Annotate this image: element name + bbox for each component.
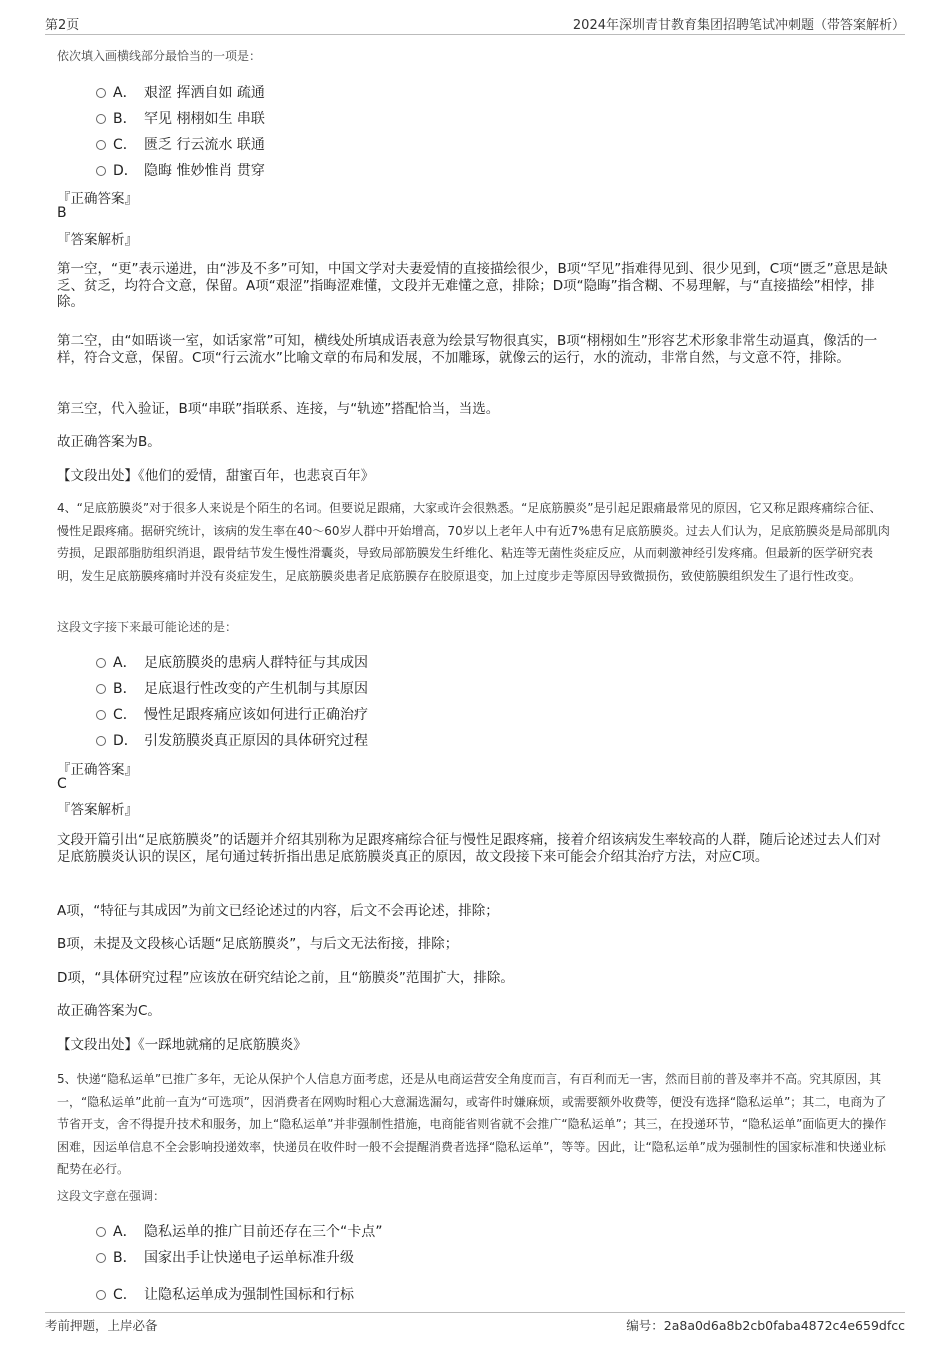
page-footer xyxy=(45,1312,905,1334)
q5-option-c[interactable]: C． 让隐私运单成为强制性国标和行标 xyxy=(96,1284,354,1302)
footer-slogan: 考前押题，上岸必备 xyxy=(45,1318,158,1333)
q3-answer-label: 『正确答案』 xyxy=(57,191,138,207)
radio-icon[interactable] xyxy=(96,1227,106,1237)
q5-stem: 5、快递“隐私运单”已推广多年，无论从保护个人信息方面考虑，还是从电商运营安全角度而言，有百利而无一害，然而目前的普及率并不高。究其原因，其一，“隐私运单”此前一直为“可选项”，因消费者在网购时粗心大意漏选漏勾，或寄件时嫌麻烦，或需要额外收费等，便没有选择“隐私运单”；其二，电商为了节省开支，舍不得提升技术和服务，加上“隐私运单”并非强制性措施，电商能省则省就不会推广“隐私运单”；其三，在投递环节，“隐私运单”面临更大的操作困难，因运单信息不全会影响投递效率，快递员在收件时一般不会提醒消费者选择“隐私运单”，等等。因此，让“隐私运单”成为强制性的国家标准和快递业标配势在必行。 xyxy=(57,1072,887,1176)
q4-answer-label: 『正确答案』 xyxy=(57,762,138,778)
q4-analysis-label: 『答案解析』 xyxy=(57,802,138,818)
q4-option-a[interactable]: A． 足底筋膜炎的患病人群特征与其成因 xyxy=(96,652,368,670)
q4-option-b[interactable]: B． 足底退行性改变的产生机制与其原因 xyxy=(96,678,368,696)
radio-icon[interactable] xyxy=(96,710,106,720)
radio-icon[interactable] xyxy=(96,1290,106,1300)
radio-icon[interactable] xyxy=(96,658,106,668)
q3-analysis-paragraph-1: 第一空，“更”表示递进，由“涉及不多”可知，中国文学对夫妻爱情的直接描绘很少，B项“罕见”指难得见到、很少见到，C项“匮乏”意思是缺乏、贫乏，均符合文意，保留。A项“艰涩”指晦涩难懂，文段并无难懂之意，排除；D项“隐晦”指含糊、不易理解，与“直接描绘”相悖，排除。 xyxy=(57,261,888,310)
document-id: 编号：2a8a0d6a8b2cb0faba4872c4e659dfcc xyxy=(626,1318,905,1333)
radio-icon[interactable] xyxy=(96,88,106,98)
q3-prompt: 依次填入画横线部分最恰当的一项是： xyxy=(57,49,262,63)
q5-option-b[interactable]: B． 国家出手让快递电子运单标准升级 xyxy=(96,1247,354,1265)
document-title: 2024年深圳青甘教育集团招聘笔试冲刺题（带答案解析） xyxy=(572,18,905,33)
q3-option-a[interactable]: A． 艰涩 挥洒自如 疏通 xyxy=(96,82,265,100)
q3-option-c[interactable]: C． 匮乏 行云流水 联通 xyxy=(96,134,265,152)
q3-option-d[interactable]: D． 隐晦 惟妙惟肖 贯穿 xyxy=(96,160,265,178)
q3-option-b[interactable]: B． 罕见 栩栩如生 串联 xyxy=(96,108,265,126)
q4-stem: 4、“足底筋膜炎”对于很多人来说是个陌生的名词。但要说足跟痛，大家或许会很熟悉。“足底筋膜炎”是引起足跟痛最常见的原因，它又称足跟疼痛综合征、慢性足跟疼痛。据研究统计，该病的发生率在40～60岁人群中开始增高，70岁以上老年人中有近7%患有足底筋膜炎。过去人们认为，足底筋膜炎是局部肌肉劳损，足跟部脂肪组织消退，跟骨结节发生慢性滑囊炎，导致局部筋膜发生纤维化、粘连等无菌性炎症反应，从而刺激神经引发疼痛。但最新的医学研究表明，发生足底筋膜疼痛时并没有炎症发生，足底筋膜炎患者足底筋膜存在胶原退变，加上过度步走等原因导致微损伤，致使筋膜组织发生了退行性改变。 xyxy=(57,501,890,583)
radio-icon[interactable] xyxy=(96,114,106,124)
q4-analysis-paragraph-3: B项，未提及文段核心话题“足底筋膜炎”，与后文无法衔接，排除； xyxy=(57,936,459,952)
radio-icon[interactable] xyxy=(96,684,106,694)
q3-answer: B xyxy=(57,205,67,221)
radio-icon[interactable] xyxy=(96,736,106,746)
q3-analysis-conclusion: 故正确答案为B。 xyxy=(57,434,161,450)
page-number: 第2页 xyxy=(45,18,80,33)
q4-option-d[interactable]: D． 引发筋膜炎真正原因的具体研究过程 xyxy=(96,730,368,748)
q3-analysis-paragraph-3: 第三空，代入验证，B项“串联”指联系、连接，与“轨迹”搭配恰当，当选。 xyxy=(57,401,500,417)
radio-icon[interactable] xyxy=(96,166,106,176)
q4-analysis-paragraph-4: D项，“具体研究过程”应该放在研究结论之前，且“筋膜炎”范围扩大，排除。 xyxy=(57,970,514,986)
q4-analysis-paragraph-1: 文段开篇引出“足底筋膜炎”的话题并介绍其别称为足跟疼痛综合征与慢性足跟疼痛，接着介绍该病发生率较高的人群，随后论述过去人们对足底筋膜炎认识的误区，尾句通过转折指出患足底筋膜炎真正的原因，故文段接下来可能会介绍其治疗方法，对应C项。 xyxy=(57,832,881,865)
page-header xyxy=(45,14,905,35)
q4-prompt: 这段文字接下来最可能论述的是： xyxy=(57,620,238,634)
q4-analysis-conclusion: 故正确答案为C。 xyxy=(57,1003,161,1019)
q4-source: 【文段出处】《一踩地就痛的足底筋膜炎》 xyxy=(57,1037,307,1053)
radio-icon[interactable] xyxy=(96,1253,106,1263)
q4-answer: C xyxy=(57,776,67,792)
q4-option-c[interactable]: C． 慢性足跟疼痛应该如何进行正确治疗 xyxy=(96,704,368,722)
q5-option-a[interactable]: A． 隐私运单的推广目前还存在三个“卡点” xyxy=(96,1221,383,1239)
q4-analysis-paragraph-2: A项，“特征与其成因”为前文已经论述过的内容，后文不会再论述，排除； xyxy=(57,903,499,919)
q3-analysis-paragraph-2: 第二空，由“如晤谈一室，如话家常”可知，横线处所填成语表意为绘景写物很真实，B项“栩栩如生”形容艺术形象非常生动逼真，像活的一样，符合文意，保留。C项“行云流水”比喻文章的布局和发展，不加雕琢，就像云的运行，水的流动，非常自然，与文意不符，排除。 xyxy=(57,333,878,366)
q5-prompt: 这段文字意在强调： xyxy=(57,1189,166,1203)
q3-source: 【文段出处】《他们的爱情，甜蜜百年，也悲哀百年》 xyxy=(57,468,375,484)
q3-analysis-label: 『答案解析』 xyxy=(57,232,138,248)
radio-icon[interactable] xyxy=(96,140,106,150)
